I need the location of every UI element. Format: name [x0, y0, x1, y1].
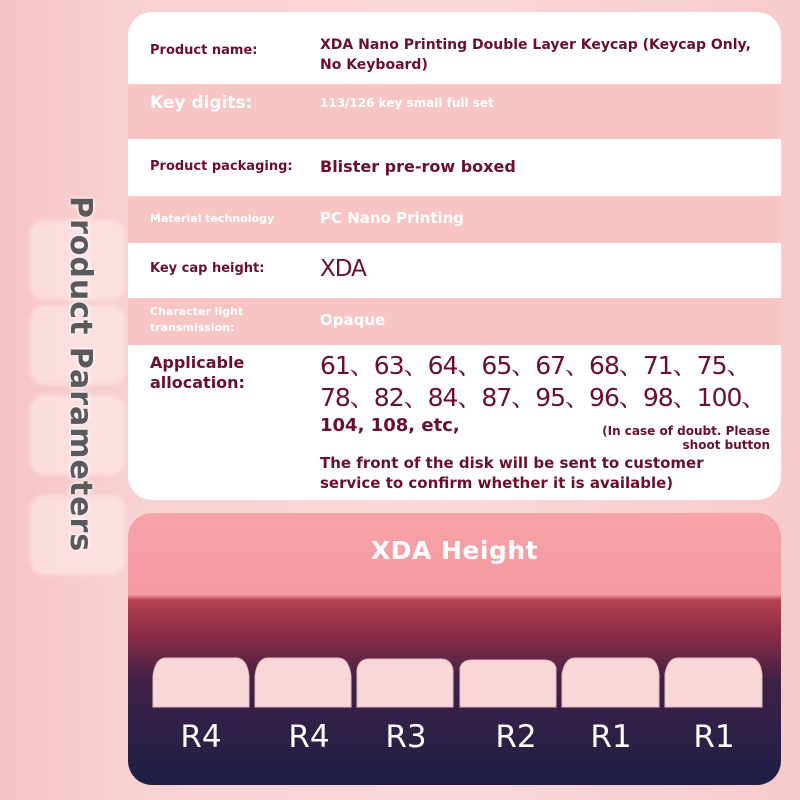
- param-row-allocation: [128, 345, 781, 500]
- param-row-product-name: [128, 12, 781, 84]
- keycap-profile-row: [151, 656, 763, 708]
- param-value: XDA Nano Printing Double Layer Keycap (Keycap Only, No Keyboard): [320, 37, 751, 73]
- allocation-line-2: 78、82、84、87、95、96、98、100、: [320, 383, 766, 412]
- row-label-r3: R3: [385, 719, 427, 755]
- keycap-r4-a-icon: [153, 658, 249, 707]
- param-value: 113/126 key small full set: [320, 96, 494, 110]
- param-value: PC Nano Printing: [320, 209, 465, 227]
- param-label: Product name:: [150, 43, 258, 58]
- keycap-r1-a-icon: [562, 658, 659, 707]
- allocation-label: Applicable allocation:: [150, 353, 245, 392]
- param-label: Product packaging:: [150, 159, 293, 174]
- allocation-note: (In case of doubt. Please shoot button: [602, 424, 770, 452]
- keycap-r3-icon: [357, 659, 453, 707]
- param-row-packaging: [128, 139, 781, 196]
- allocation-line-3: 104, 108, etc,: [320, 415, 460, 436]
- param-label: Key digits:: [150, 93, 253, 113]
- keycap-r4-b-icon: [255, 658, 351, 707]
- param-value: Blister pre-row boxed: [320, 157, 516, 176]
- param-row-material: [128, 196, 781, 243]
- row-label-r1-a: R1: [590, 719, 632, 755]
- keycap-r1-b-icon: [665, 658, 762, 707]
- param-row-light-transmission: [128, 298, 781, 345]
- row-label-r2: R2: [495, 719, 537, 755]
- param-label: Key cap height:: [150, 261, 265, 276]
- param-label: Material technology: [150, 212, 275, 225]
- keycap-r2-icon: [460, 660, 556, 707]
- allocation-footer: The front of the disk will be sent to customer service to confirm whether it is available): [320, 454, 704, 492]
- param-row-key-digits: [128, 84, 781, 139]
- xda-title: XDA Height: [370, 536, 539, 565]
- param-row-height: [128, 243, 781, 298]
- row-label-r4-a: R4: [180, 719, 222, 755]
- row-label-r1-b: R1: [693, 719, 735, 755]
- xda-height-card: [128, 513, 781, 785]
- param-value: XDA: [320, 256, 366, 282]
- param-value: Opaque: [320, 311, 386, 329]
- allocation-line-1: 61、63、64、65、67、68、71、75、: [320, 351, 751, 380]
- param-label: Character light transmission:: [150, 305, 244, 334]
- parameter-card: [128, 12, 781, 500]
- side-title: Product Parameters: [63, 196, 98, 553]
- row-label-r4-b: R4: [288, 719, 330, 755]
